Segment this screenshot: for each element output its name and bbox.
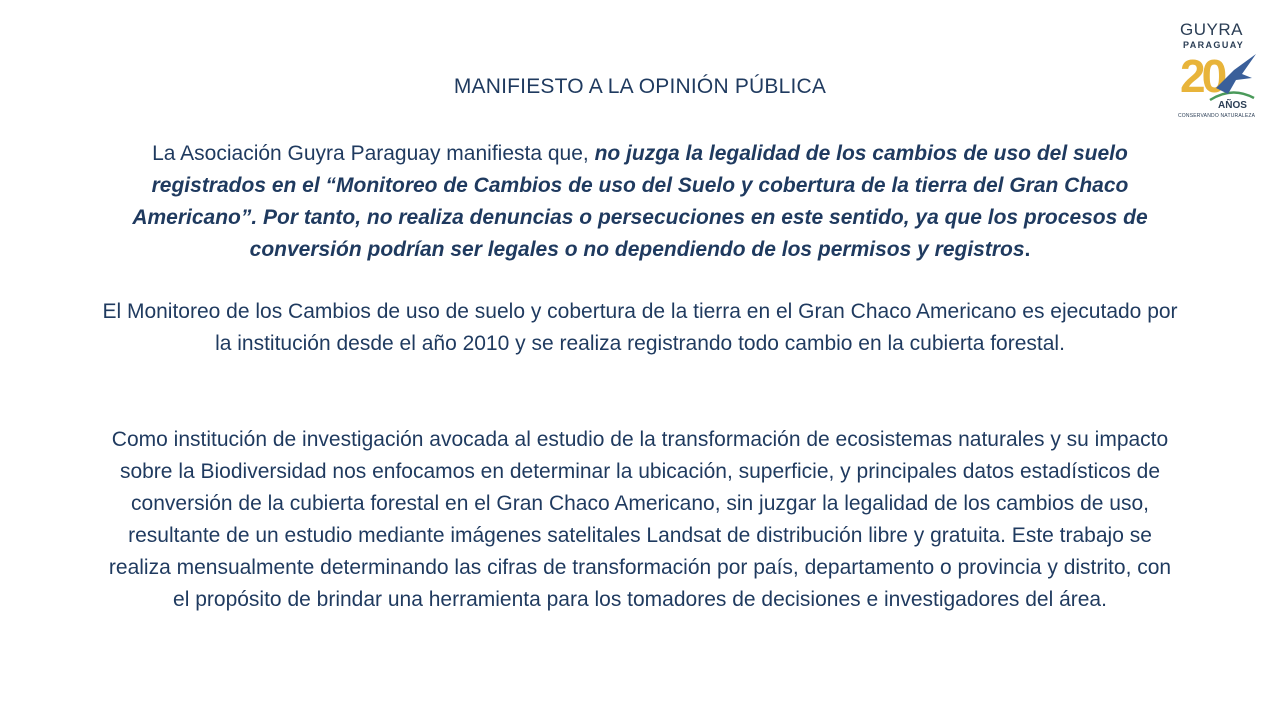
logo-tagline: CONSERVANDO NATURALEZA — [1178, 113, 1256, 119]
paragraph-disclaimer-end: . — [1024, 238, 1031, 261]
logo-years: AÑOS — [1218, 100, 1247, 111]
paragraph-disclaimer-emphasis: no juzga la legalidad de los cambios de uso del suelo registrados en el “Monitoreo de Cambios de uso del Suelo y cobertura de la tierra del Gran Chaco Americano”. Por tanto, no realiza denuncias o persecuciones en este sentido, ya que los procesos de conversión podrían ser legales o no dependiendo de los permisos y registros — [132, 142, 1148, 261]
logo-name: GUYRA — [1180, 20, 1243, 39]
paragraph-research: Como institución de investigación avocada al estudio de la transformación de ecosistemas naturales y su impacto sobre la Biodiversidad nos enfocamos en determinar la ubicación, superficie, y principales datos estadísticos de conversión de la cubierta forestal en el Gran Chaco Americano, sin juzgar la legalidad de los cambios de uso, resultante de un estudio mediante imágenes satelitales Landsat de distribución libre y gratuita. Este trabajo se realiza mensualmente determinando las cifras de transformación por país, departamento o provincia y distrito, con el propósito de brindar una herramienta para los tomadores de decisiones e investigadores del área. — [108, 428, 1172, 611]
paragraph-disclaimer — [100, 138, 1180, 266]
logo-country: PARAGUAY — [1183, 40, 1245, 50]
guyra-paraguay-logo — [1176, 18, 1272, 128]
paragraph-disclaimer-intro: La Asociación Guyra Paraguay manifiesta que, — [152, 142, 595, 165]
manifesto-title: MANIFIESTO A LA OPINIÓN PÚBLICA — [453, 75, 827, 98]
logo-anniversary-number: 20 — [1180, 50, 1224, 102]
paragraph-monitoring: El Monitoreo de los Cambios de uso de suelo y cobertura de la tierra en el Gran Chaco Americano es ejecutado por la institución desde el año 2010 y se realiza registrando todo cambio en la cubierta forestal. — [102, 300, 1178, 355]
